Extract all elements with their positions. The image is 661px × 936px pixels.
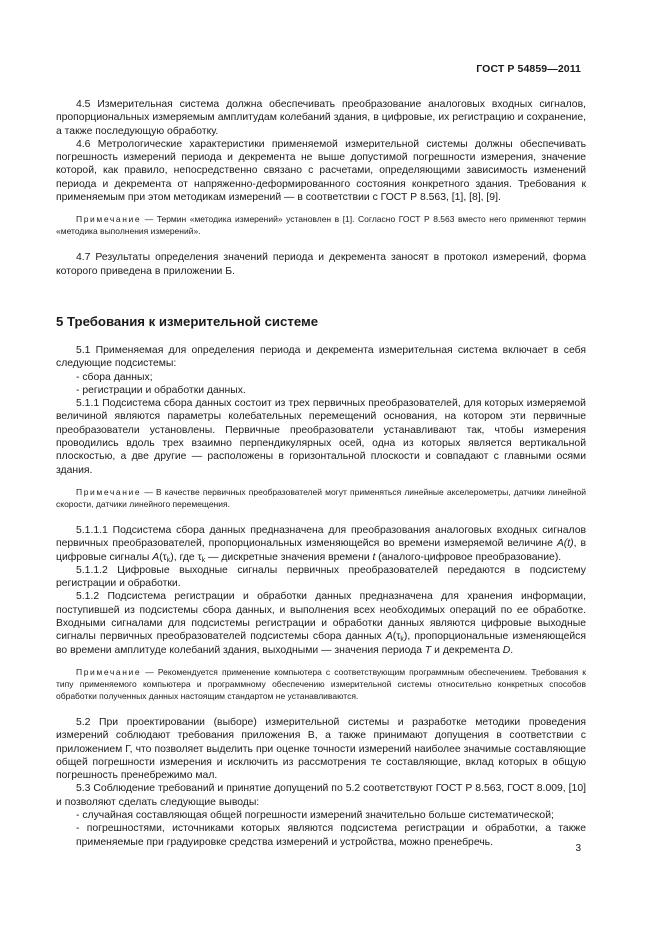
note-text: — Рекомендуется применение компьютера с соответствующим программным обеспечением. Требования к типу применяемого компьютера и программному обеспечению измерительной системы относительно конкретных способов обработки полученных данных настоящим стандартом не устанавливаются.	[56, 666, 586, 701]
list-item: - погрешностями, источниками которых являются подсистема регистрации и обработки, а также применяемые при градуировке средства измерений и устройства, можно пренебречь.	[76, 823, 586, 848]
note-2	[56, 486, 586, 510]
note-1	[56, 213, 586, 237]
symbol-k: k	[400, 636, 404, 644]
symbol-d-decrement: D	[502, 644, 511, 656]
list-item: - регистрации и обработки данных.	[76, 384, 246, 396]
paragraph-4-7: 4.7 Результаты определения значений периода и декремента заносят в протокол измерений, форма которого приведена в приложении Б.	[56, 252, 586, 277]
text-run: 5.1.1.1 Подсистема сбора данных предназначена для преобразования аналоговых входных сигналов первичных преобразователей, пропорциональных изменяющейся во времени измеряемой величине	[56, 524, 586, 550]
symbol-tau: τ	[197, 551, 202, 563]
symbol-k: k	[201, 556, 206, 564]
symbol-tau: τ	[396, 631, 401, 643]
paragraph-5-1: 5.1 Применяемая для определения периода и декремента измерительная система включает в себя следующие подсистемы:	[56, 344, 586, 370]
paragraph-5-1-2: 5.1.2 Подсистема регистрации и обработки данных предназначена для хранения информации, поступившей из подсистемы сбора данных, и выполнения всех необходимых операций по ее обработке. Входными сигналами для подсистемы регистрации и обработки данных являются цифровые выходные сигналы первичных преобразователей подсистемы сбора данных $A(\tau_k)$, пропорциональные изменяющейся во времени амплитуде колебаний здания, выходными — значения периода T и декремента D.	[56, 591, 586, 656]
note-label: Примечание	[76, 486, 142, 497]
section-5-heading: 5 Требования к измерительной системе	[56, 313, 319, 329]
paragraph-5-1-1-2: 5.1.1.2 Цифровые выходные сигналы первичных преобразователей передаются в подсистему регистрации и обработки.	[56, 564, 586, 590]
paragraph-5-1-1: 5.1.1 Подсистема сбора данных состоит из трех первичных преобразователей, для которых измеряемой величиной являются параметры колебательных перемещений основания, на котором эти первичные преобразователи установлены. Первичные преобразователи устанавливают так, чтобы измерения проводились вдоль трех взаимно перпендикулярных осей, одна из которых является вертикальной плоскостью, а две другие — расположены в горизонтальной плоскости и совпадают с главными осями здания.	[56, 398, 586, 476]
document-body	[56, 98, 586, 849]
note-text: — Термин «методика измерений» установлен в [1]. Согласно ГОСТ Р 8.563 вместо него применяют термин «методика выполнения измерений».	[56, 214, 586, 237]
list-item: - случайная составляющая общей погрешности измерений значительно больше систематической;	[76, 809, 554, 821]
text-run: , где	[173, 551, 198, 563]
list-item: - сбора данных;	[76, 371, 153, 383]
text-run: , в цифровые сигналы	[56, 538, 586, 563]
note-3	[56, 666, 586, 702]
paragraph-5-2: 5.2 При проектировании (выборе) измерительной системы и разработке методики проведения измерений соблюдают требования приложения В, а также принимают допущения в соответствии с приложением Г, что позволяет выделить при оценке точности измерений наиболее значимые составляющие общей погрешности измерения и исключить из рассмотрения те составляющие, вклад которых в общую погрешность пренебрежимо мал.	[56, 716, 586, 782]
text-run: 5.1.2 Подсистема регистрации и обработки данных предназначена для хранения информации, поступившей из подсистемы сбора данных, и выполнения всех необходимых операций по ее обработке. Входными сигналами для подсистемы регистрации и обработки данных являются цифровые выходные сигналы первичных преобразователей подсистемы сбора данных	[56, 591, 586, 643]
symbol-t: t	[372, 551, 376, 563]
page-number: 3	[575, 843, 581, 854]
paragraph-5-1-1-1: 5.1.1.1 Подсистема сбора данных предназначена для преобразования аналоговых входных сигналов первичных преобразователей, пропорциональных изменяющейся во времени измеряемой величине A(t), в цифровые сигналы $A(\tau_k)$, где $\tau_k$ — дискретные значения времени t (аналого-цифровое преобразование).	[56, 524, 586, 564]
text-run: , пропорциональные изменяющейся во времени амплитуде колебаний здания, выходными — значения периода	[56, 631, 586, 656]
note-text: — В качестве первичных преобразователей могут применяться линейные акселерометры, датчики линейной скорости, датчики линейного перемещения.	[56, 486, 586, 509]
symbol-t-period: T	[424, 644, 432, 656]
text-run: (аналого-цифровое преобразование).	[375, 551, 562, 563]
symbol-a: A	[385, 631, 393, 643]
text-run: — дискретные значения времени	[205, 551, 373, 563]
paragraph-5-3: 5.3 Соблюдение требований и принятие допущений по 5.2 соответствуют ГОСТ Р 8.563, ГОСТ 8.009, [10] и позволяют сделать следующие выводы:	[56, 783, 586, 808]
note-label: Примечание	[76, 214, 142, 225]
document-header: ГОСТ Р 54859—2011	[476, 63, 581, 75]
note-label: Примечание	[76, 666, 142, 677]
paragraph-4-5: 4.5 Измерительная система должна обеспечивать преобразование аналоговых входных сигналов, пропорциональных измеряемым амплитудам колебаний здания, в цифровые, их регистрацию и сохранение, а также последующую обработку.	[56, 99, 586, 137]
symbol-a-of-t: A(t)	[556, 538, 574, 550]
paragraph-4-6: 4.6 Метрологические характеристики применяемой измерительной системы должны обеспечивать погрешность измерений периода и декремента не выше допустимой погрешности измерения, значение которой, как правило, непосредственно связано с расчетами, определяющими зависимость изменений периода и декремента от напряженно-деформированного состояния конкретного здания. Требования к применяемым при этом методикам измерений — в соответствии с ГОСТ Р 8.563, [1], [8], [9].	[56, 138, 586, 204]
text-run: .	[510, 644, 514, 656]
symbol-a: A	[152, 551, 160, 563]
symbol-k: k	[166, 556, 171, 564]
symbol-tau: τ	[162, 551, 167, 563]
text-run: и декремента	[431, 644, 503, 656]
